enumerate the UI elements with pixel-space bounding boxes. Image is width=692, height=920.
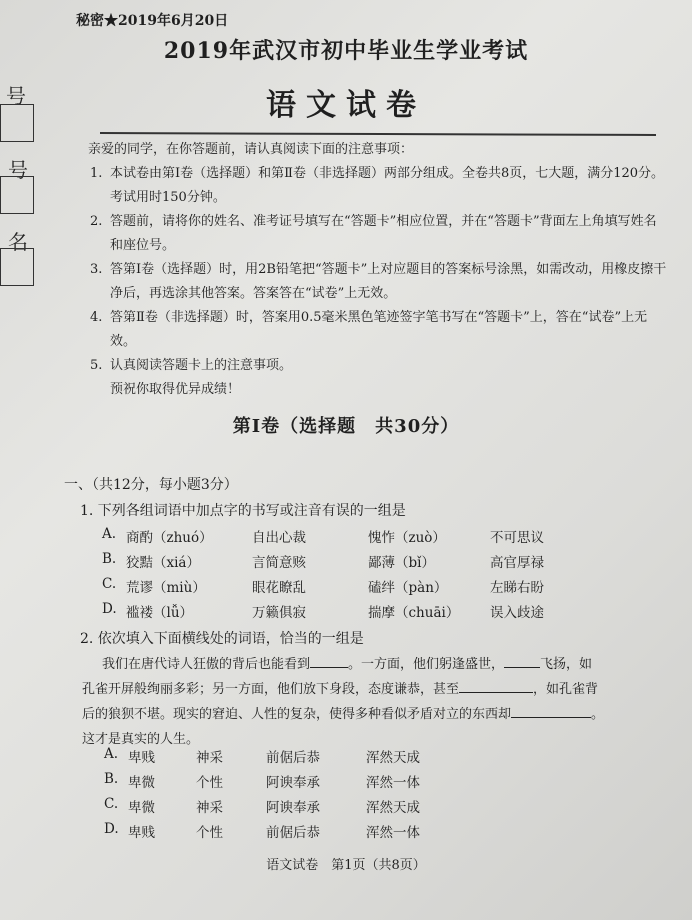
header-divider [100, 132, 656, 136]
margin-label-seat-number: 号 [8, 158, 28, 182]
confidential-mark: 秘密★2019年6月20日 [76, 13, 229, 29]
passage-line: 后的狼狈不堪。现实的窘迫、人性的复杂，使得多种看似矛盾对立的东西却 。 [82, 702, 662, 727]
question-2-passage [82, 652, 662, 752]
instructions-intro: 亲爱的同学，在你答题前，请认真阅读下面的注意事项： [88, 142, 414, 157]
seat-number-box [0, 176, 34, 214]
blank-4 [511, 704, 591, 718]
page-footer: 语文试卷 第1页（共8页） [266, 858, 426, 873]
instructions-closing: 预祝你取得优异成绩！ [110, 382, 241, 397]
question-1-stem: 1. 下列各组词语中加点字的书写或注音有误的一组是 [80, 503, 406, 519]
passage-line: 我们在唐代诗人狂傲的背后也能看到 。一方面，他们躬逢盛世， 飞扬，如 [82, 652, 662, 677]
question-2-stem: 2. 依次填入下面横线处的词语，恰当的一组是 [80, 631, 364, 647]
name-box [0, 248, 34, 286]
part-one-heading: 一、（共12分，每小题3分） [64, 477, 238, 493]
instruction-item: 4. 答第Ⅱ卷（非选择题）时，答案用0.5毫米黑色笔迹签字笔书写在“答题卡”上，答在“试卷”上无效。 [90, 310, 648, 349]
exam-number-box [0, 104, 34, 142]
section-title: 第Ⅰ卷（选择题 共30分） [232, 416, 460, 437]
question-1-options: A. 商酌（zhuó） 自出心裁 愧怍（zuò） 不可思议 B. 狡黠（xiá） 言简意赅 鄙薄（bǐ） 高官厚禄 C. 荒谬（miù） 眼花瞭乱 磕绊（pàn） 左睇右盼 D. 褴褛（lǚ） 万籁俱寂 揣摩（chuāi） 误入歧途 [102, 526, 544, 621]
instruction-item: 1. 本试卷由第Ⅰ卷（选择题）和第Ⅱ卷（非选择题）两部分组成。全卷共8页，七大题，满分120分。考试用时150分钟。 [90, 166, 665, 205]
instruction-item: 2. 答题前，请将你的姓名、准考证号填写在“答题卡”相应位置，并在“答题卡”背面左上角填写姓名和座位号。 [90, 214, 657, 253]
question-2-options: A. 卑贱 神采 前倨后恭 浑然天成 B. 卑微 个性 阿谀奉承 浑然一体 C. 卑微 神采 阿谀奉承 浑然天成 D. 卑贱 个性 前倨后恭 浑然一体 [104, 746, 420, 841]
instructions [78, 138, 668, 402]
margin-label-exam-number: 号 [6, 84, 26, 108]
margin-label-name: 名 [8, 230, 28, 254]
paper-title: 语文试卷 [266, 88, 426, 123]
blank-2 [504, 654, 540, 668]
exam-title: 2019年武汉市初中毕业生学业考试 [163, 38, 529, 64]
passage-line: 这才是真实的人生。 [82, 732, 200, 747]
instruction-item: 5. 认真阅读答题卡上的注意事项。 [90, 358, 293, 373]
passage-line: 孔雀开屏般绚丽多彩；另一方面，他们放下身段，态度谦恭，甚至 ，如孔雀背 [82, 677, 662, 702]
instruction-item: 3. 答第Ⅰ卷（选择题）时，用2B铅笔把“答题卡”上对应题目的答案标号涂黑，如需改动，用橡皮擦干净后，再选涂其他答案。答案答在“试卷”上无效。 [90, 262, 667, 301]
blank-3 [459, 679, 533, 693]
blank-1 [310, 654, 348, 668]
